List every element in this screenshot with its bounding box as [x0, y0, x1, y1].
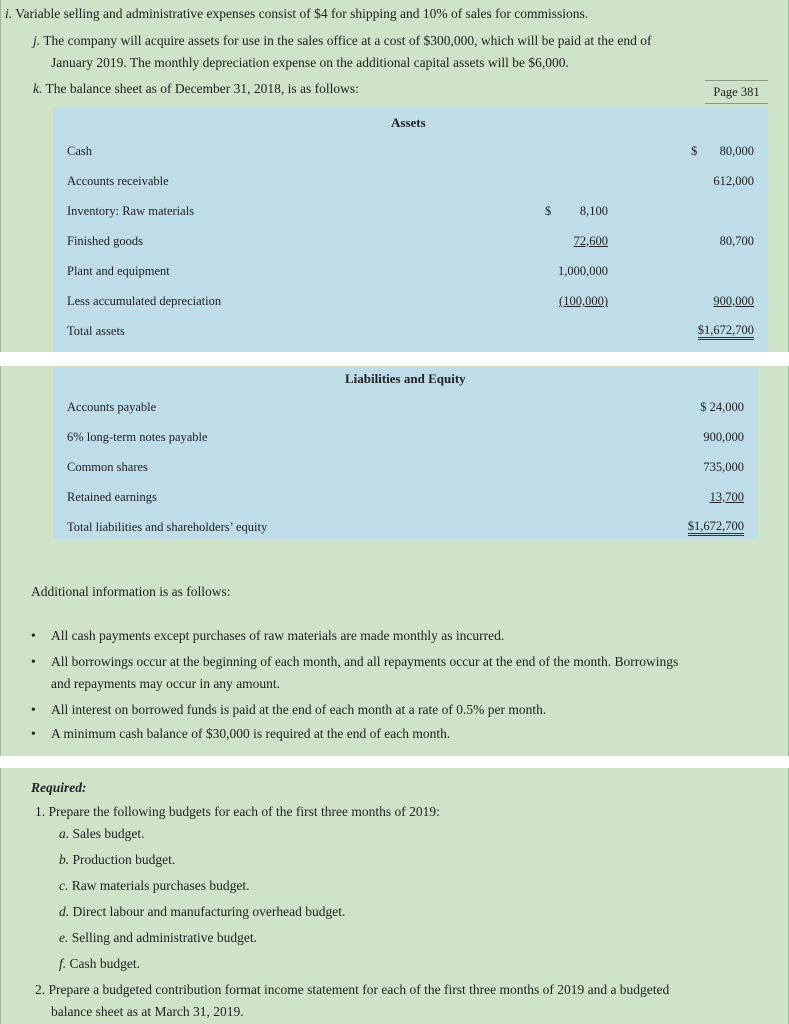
list-item: • All cash payments except purchases of raw materials are made monthly as incurred. [31, 628, 505, 643]
required-sub-e: e. Selling and administrative budget. [59, 930, 257, 945]
table-row: Total liabilities and shareholders’ equity $1,672,700 [67, 519, 744, 534]
table-row: Plant and equipment 1,000,000 [67, 264, 608, 278]
required-sub-f: f. Cash budget. [59, 956, 141, 971]
assets-table [53, 107, 768, 352]
assets-title: Assets [391, 115, 426, 130]
list-item-continued: and repayments may occur in any amount. [51, 676, 281, 691]
required-item-2-line1: 2. Prepare a budgeted contribution format income statement for each of the first three months of 2019 and a budgeted [35, 982, 670, 997]
list-item: • All interest on borrowed funds is paid at the end of each month at a rate of 0.5% per month. [31, 702, 547, 717]
required-sub-d: d. Direct labour and manufacturing overhead budget. [59, 904, 346, 919]
list-item: • A minimum cash balance of $30,000 is required at the end of each month. [31, 726, 451, 741]
page-number: Page 381 [705, 80, 768, 104]
item-i: i. Variable selling and administrative expenses consist of $4 for shipping and 10% of sales for commissions. [5, 6, 589, 21]
table-row: Accounts payable $ 24,000 [67, 400, 744, 414]
item-k: k. The balance sheet as of December 31, 2018, is as follows: [33, 81, 359, 96]
table-row: Finished goods 72,600 80,700 [67, 234, 754, 248]
required-sub-b: b. Production budget. [59, 852, 176, 867]
required-panel [0, 768, 789, 1024]
additional-heading: Additional information is as follows: [31, 584, 231, 599]
problem-panel-middle [0, 366, 789, 756]
liabilities-title: Liabilities and Equity [345, 371, 466, 386]
required-item-2-line2: balance sheet as at March 31, 2019. [51, 1004, 244, 1019]
required-sub-c: c. Raw materials purchases budget. [59, 878, 250, 893]
table-row: Common shares 735,000 [67, 460, 744, 474]
table-row: Accounts receivable 612,000 [67, 174, 754, 188]
required-heading: Required: [31, 780, 87, 795]
item-j-line2: January 2019. The monthly depreciation expense on the additional capital assets will be $6,000. [51, 55, 569, 70]
required-item-1: 1. Prepare the following budgets for each of the first three months of 2019: [35, 804, 440, 819]
problem-panel-top [0, 0, 789, 352]
required-sub-a: a. Sales budget. [59, 826, 145, 841]
item-j-line1: j. The company will acquire assets for use in the sales office at a cost of $300,000, which will be paid at the end of [33, 33, 652, 48]
liabilities-table [53, 367, 758, 539]
table-row: Retained earnings 13,700 [67, 490, 744, 504]
list-item: • All borrowings occur at the beginning of each month, and all repayments occur at the end of the month. Borrowings [31, 654, 679, 669]
table-row: Cash $ 80,000 [67, 144, 754, 158]
table-row: 6% long-term notes payable 900,000 [67, 430, 744, 444]
table-row: Less accumulated depreciation (100,000) 900,000 [67, 294, 754, 308]
table-row: Total assets $1,672,700 [67, 323, 754, 338]
table-row: Inventory: Raw materials $ 8,100 [67, 204, 608, 218]
